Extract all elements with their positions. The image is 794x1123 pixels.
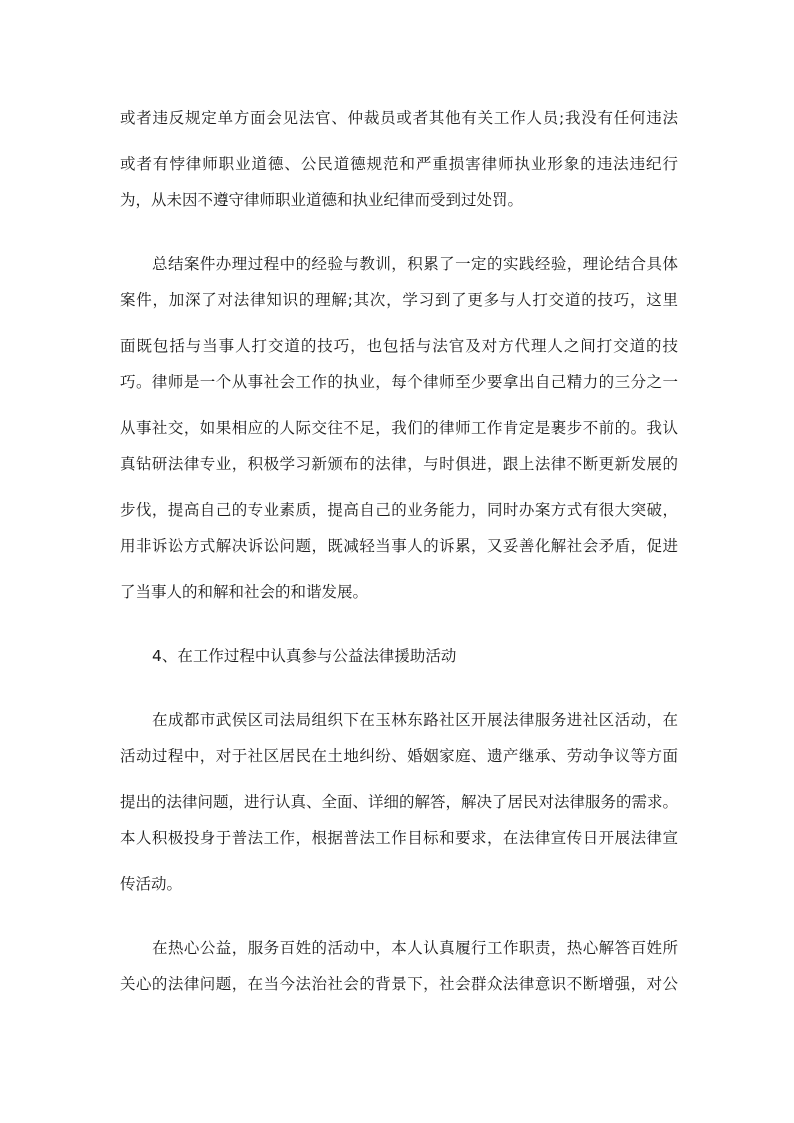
p3-line-2: 活动过程中，对于社区居民在土地纠纷、婚姻家庭、遗产继承、劳动争议等方面 [120, 747, 678, 765]
p2-line-4: 巧。律师是一个从事社会工作的执业，每个律师至少要拿出自己精力的三分之一 [120, 373, 678, 391]
p2-line-6: 真钻研法律专业，积极学习新颁布的法律，与时俱进，跟上法律不断更新发展的 [120, 455, 678, 473]
p3-line-1: 在成都市武侯区司法局组织下在玉林东路社区开展法律服务进社区活动，在 [152, 711, 678, 729]
section-heading: 4、在工作过程中认真参与公益法律援助活动 [152, 647, 457, 665]
p3-line-4: 本人积极投身于普法工作，根据普法工作目标和要求，在法律宣传日开展法律宣 [120, 829, 678, 847]
p2-line-2: 案件，加深了对法律知识的理解;其次，学习到了更多与人打交道的技巧，这里 [120, 291, 678, 309]
p2-line-3: 面既包括与当事人打交道的技巧，也包括与法官及对方代理人之间打交道的技 [120, 337, 678, 355]
p4-line-1: 在热心公益，服务百姓的活动中，本人认真履行工作职责，热心解答百姓所 [152, 939, 678, 957]
p2-line-8: 用非诉讼方式解决诉讼问题，既减轻当事人的诉累，又妥善化解社会矛盾，促进 [120, 537, 678, 555]
p4-line-2: 关心的法律问题，在当今法治社会的背景下，社会群众法律意识不断增强，对公 [120, 975, 678, 993]
p3-line-3: 提出的法律问题，进行认真、全面、详细的解答，解决了居民对法律服务的需求。 [120, 793, 679, 811]
p2-line-9: 了当事人的和解和社会的和谐发展。 [120, 583, 369, 601]
p2-line-5: 从事社交，如果相应的人际交往不足，我们的律师工作肯定是裹步不前的。我认 [120, 419, 678, 437]
p1-line-2: 或者有悖律师职业道德、公民道德规范和严重损害律师执业形象的违法违纪行 [120, 155, 678, 173]
p3-line-5: 传活动。 [120, 875, 183, 893]
p2-line-1: 总结案件办理过程中的经验与教训，积累了一定的实践经验，理论结合具体 [152, 255, 678, 273]
p1-line-3: 为，从未因不遵守律师职业道德和执业纪律而受到过处罚。 [120, 191, 524, 209]
p1-line-1: 或者违反规定单方面会见法官、仲裁员或者其他有关工作人员;我没有任何违法 [120, 109, 678, 127]
p2-line-7: 步伐，提高自己的专业素质，提高自己的业务能力，同时办案方式有很大突破， [120, 501, 678, 519]
